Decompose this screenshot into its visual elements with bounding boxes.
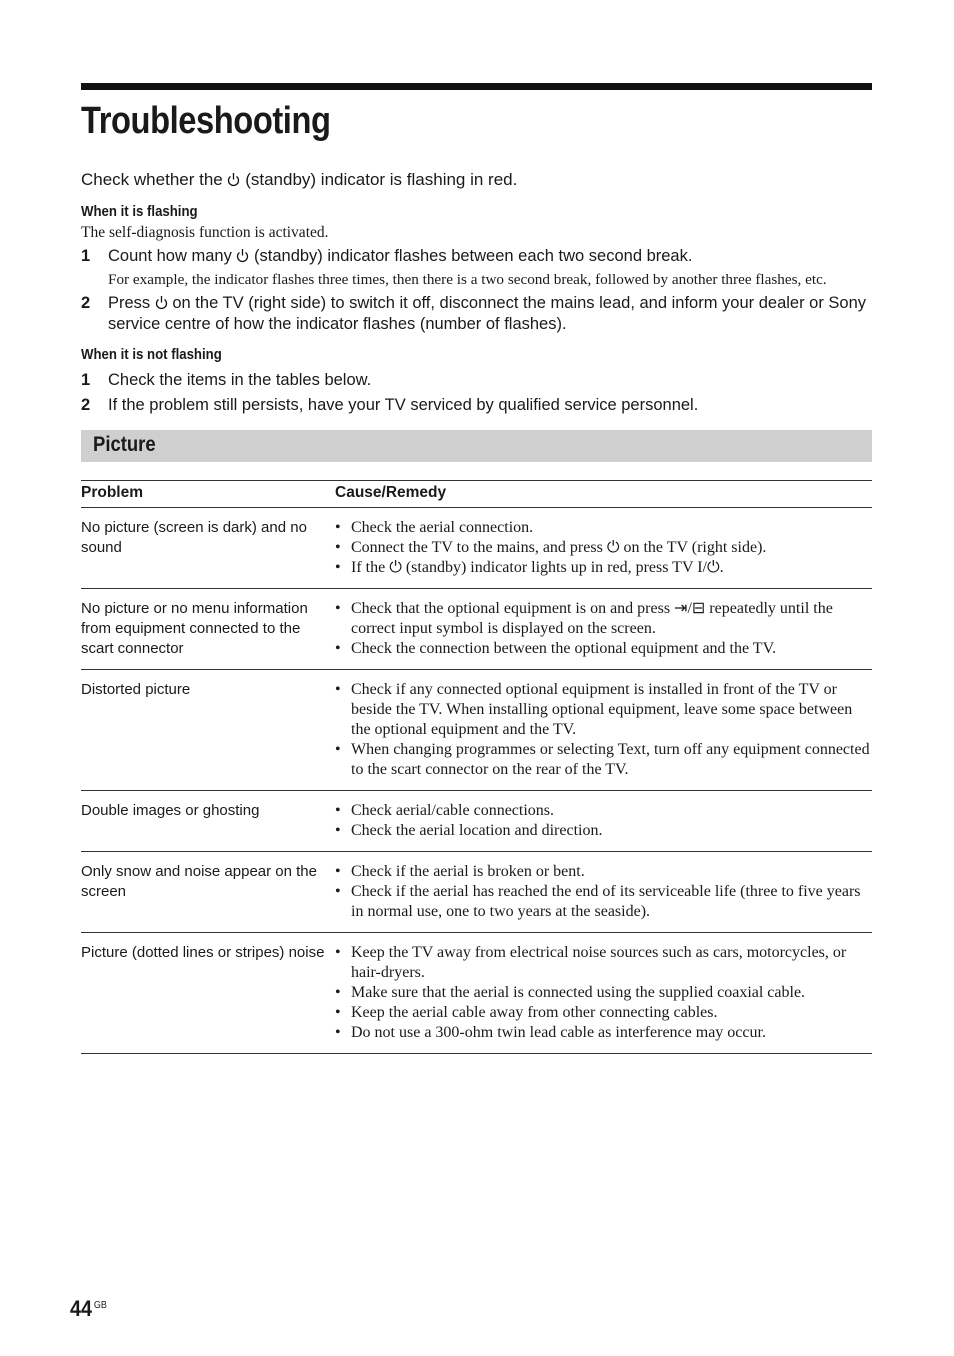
remedy-cell: [335, 670, 872, 791]
step-text: If the problem still persists, have your TV serviced by qualified service personnel.: [108, 396, 699, 414]
remedy-list: [335, 680, 872, 780]
remedy-list: [335, 599, 872, 659]
table-row: [81, 589, 872, 670]
remedy-item: • Check that the optional equipment is on and press ⇥/⊟ repeatedly until the correct input symbol is displayed on the screen.: [335, 599, 872, 639]
remedy-item: • When changing programmes or selecting Text, turn off any equipment connected to the scart connector on the rear of the TV.: [335, 740, 872, 780]
step-text-before: Press: [108, 294, 151, 312]
problem-cell: Only snow and noise appear on the screen: [81, 852, 335, 933]
step-text-after: (standby) indicator flashes between each two second break.: [254, 247, 693, 265]
header-problem: Problem: [81, 481, 335, 508]
remedy-item: • Keep the TV away from electrical noise sources such as cars, motorcycles, or hair-dryers.: [335, 943, 872, 983]
step-text: [108, 293, 872, 335]
section-band: [81, 430, 872, 462]
step-number: 1: [81, 247, 91, 265]
remedy-list: [335, 943, 872, 1043]
flashing-example: For example, the indicator flashes three times, then there is a two second break, followed by another three flashes, etc.: [108, 271, 827, 288]
page-region: GB: [93, 1300, 107, 1311]
remedy-item: • Check if the aerial is broken or bent.: [335, 862, 872, 882]
remedy-list: [335, 518, 872, 578]
troubleshooting-table: [81, 480, 872, 1054]
table-row: [81, 933, 872, 1054]
problem-cell: No picture (screen is dark) and no sound: [81, 508, 335, 589]
remedy-item: • Keep the aerial cable away from other connecting cables.: [335, 1003, 872, 1023]
remedy-item: • Check the connection between the optional equipment and the TV.: [335, 639, 872, 659]
problem-cell: Distorted picture: [81, 670, 335, 791]
not-flashing-step-2: [81, 395, 872, 416]
table-header-row: [81, 481, 872, 508]
flashing-step-2: [81, 293, 872, 335]
remedy-cell: [335, 508, 872, 589]
standby-icon: [227, 172, 240, 187]
remedy-item: • Connect the TV to the mains, and press ⏻ on the TV (right side).: [335, 538, 872, 558]
remedy-cell: [335, 589, 872, 670]
remedy-item: • Check the aerial connection.: [335, 518, 872, 538]
section-title: Picture: [93, 433, 156, 456]
step-number: 2: [81, 294, 91, 312]
remedy-item: • Check aerial/cable connections.: [335, 801, 872, 821]
remedy-item: • Check if the aerial has reached the end of its serviceable life (three to five years in normal use, one to two years at the seaside).: [335, 882, 872, 922]
remedy-list: [335, 801, 872, 841]
page-title: Troubleshooting: [81, 100, 331, 142]
not-flashing-step-1: [81, 370, 872, 391]
intro-line: [81, 169, 872, 191]
flashing-heading: When it is flashing: [81, 203, 198, 220]
flashing-note: The self-diagnosis function is activated.: [81, 224, 329, 241]
step-text-after: on the TV (right side) to switch it off, disconnect the mains lead, and inform your dealer or Sony service centre of how the indicator flashes (number of flashes).: [108, 294, 867, 333]
problem-cell: Picture (dotted lines or stripes) noise: [81, 933, 335, 1054]
problem-cell: Double images or ghosting: [81, 791, 335, 852]
flashing-step-1: [81, 246, 872, 267]
page-number-value: 44: [70, 1296, 93, 1321]
remedy-item: • Do not use a 300-ohm twin lead cable as interference may occur.: [335, 1023, 872, 1043]
step-text: [108, 246, 872, 267]
intro-text-after: (standby) indicator is flashing in red.: [245, 170, 518, 189]
remedy-item: • If the ⏻ (standby) indicator lights up in red, press TV I/⏻.: [335, 558, 872, 578]
table-row: [81, 670, 872, 791]
remedy-item: • Check if any connected optional equipment is installed in front of the TV or beside the TV. When installing optional equipment, leave some space between the optional equipment and the TV.: [335, 680, 872, 740]
step-number: 1: [81, 371, 91, 389]
remedy-item: • Make sure that the aerial is connected using the supplied coaxial cable.: [335, 983, 872, 1003]
step-text-before: Count how many: [108, 247, 232, 265]
title-rule: [81, 83, 872, 90]
step-text: Check the items in the tables below.: [108, 371, 372, 389]
page: [81, 83, 872, 1054]
table-row: [81, 791, 872, 852]
problem-cell: No picture or no menu information from equipment connected to the scart connector: [81, 589, 335, 670]
remedy-list: [335, 862, 872, 922]
table-row: [81, 508, 872, 589]
step-number: 2: [81, 396, 91, 414]
table-body: [81, 508, 872, 1054]
remedy-cell: [335, 933, 872, 1054]
remedy-cell: [335, 791, 872, 852]
page-number: [70, 1296, 107, 1322]
standby-icon: [155, 295, 168, 310]
standby-icon: [236, 248, 249, 263]
remedy-item: • Check the aerial location and direction.: [335, 821, 872, 841]
intro-text-before: Check whether the: [81, 170, 223, 189]
header-remedy: Cause/Remedy: [335, 481, 872, 508]
not-flashing-heading: When it is not flashing: [81, 346, 222, 363]
table-row: [81, 852, 872, 933]
remedy-cell: [335, 852, 872, 933]
